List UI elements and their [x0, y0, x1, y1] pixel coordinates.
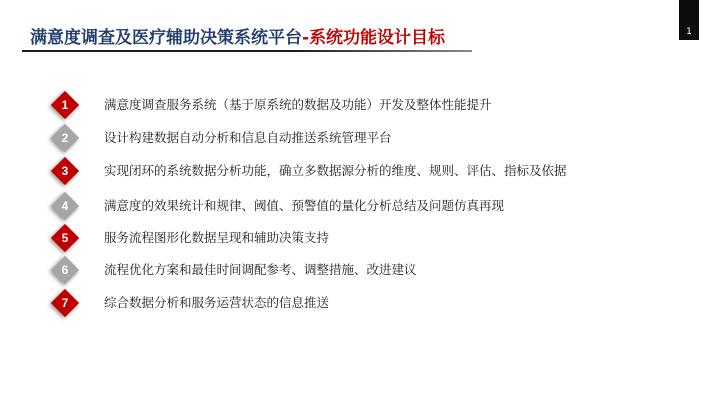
item-number: 1	[61, 98, 69, 112]
item-text: 服务流程图形化数据呈现和辅助决策支持	[104, 230, 330, 245]
goal-item-3	[50, 158, 690, 184]
item-number: 4	[61, 199, 69, 213]
goal-item-1	[50, 92, 690, 118]
item-text: 满意度调查服务系统（基于原系统的数据及功能）开发及整体性能提升	[104, 97, 492, 112]
goal-item-6	[50, 257, 690, 283]
item-text: 满意度的效果统计和规律、阈值、预警值的量化分析总结及问题仿真再现	[104, 198, 505, 213]
title-subtitle: 系统功能设计目标	[309, 28, 446, 48]
item-number: 5	[61, 231, 69, 245]
title-main: 满意度调查及医疗辅助决策系统平台	[30, 28, 302, 48]
item-text: 设计构建数据自动分析和信息自动推送系统管理平台	[104, 130, 392, 145]
item-number: 2	[61, 131, 69, 145]
title-separator: -	[302, 28, 310, 48]
item-number: 3	[61, 164, 69, 178]
item-number: 6	[61, 263, 69, 277]
item-text: 综合数据分析和服务运营状态的信息推送	[104, 295, 330, 310]
goal-item-2	[50, 125, 690, 151]
item-text: 流程优化方案和最佳时间调配参考、调整措施、改进建议	[104, 262, 417, 277]
goal-item-7	[50, 290, 690, 316]
page-number-badge: 1	[679, 0, 699, 40]
item-text: 实现闭环的系统数据分析功能，确立多数据源分析的维度、规则、评估、指标及依据	[104, 163, 567, 178]
goal-item-5	[50, 225, 690, 251]
goal-item-4	[50, 193, 690, 219]
item-number: 7	[61, 296, 69, 310]
